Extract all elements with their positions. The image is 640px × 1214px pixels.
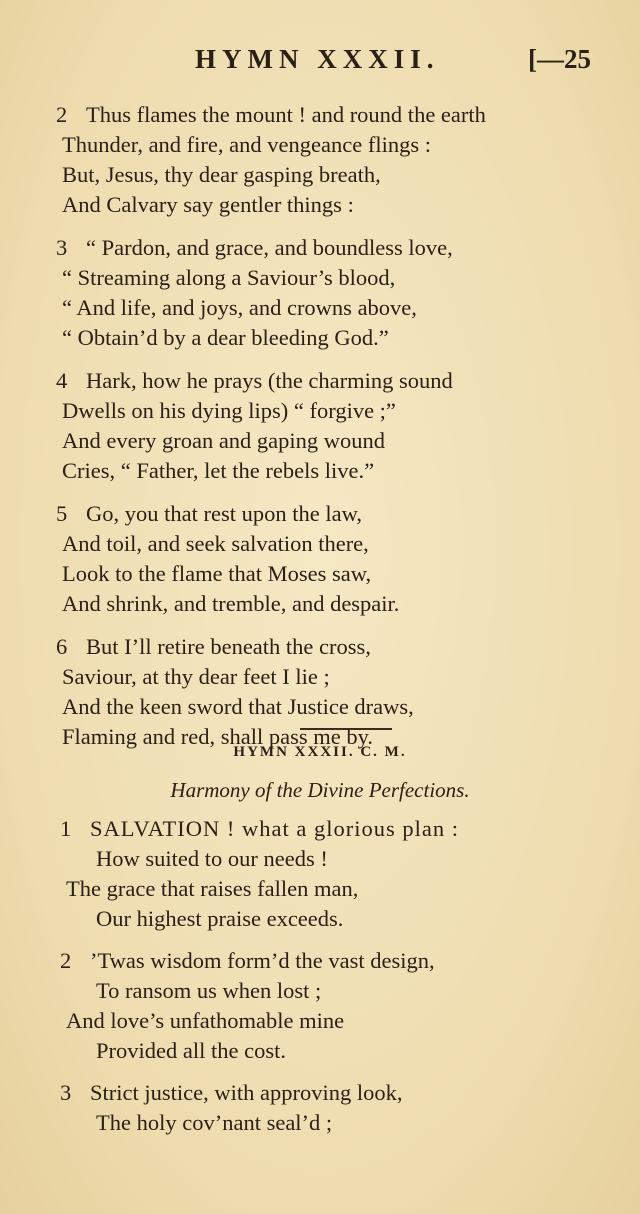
hymn-subtitle: Harmony of the Divine Perfections. xyxy=(170,778,470,802)
line-text: “ Pardon, and grace, and boundless love, xyxy=(86,235,453,260)
verse-line: Thunder, and fire, and vengeance flings : xyxy=(62,132,431,157)
line-text: But I’ll retire beneath the cross, xyxy=(86,634,371,659)
verse-line xyxy=(60,946,626,976)
hymn-heading: HYMN XXXII. C. M. xyxy=(233,744,407,760)
verse-line: And the keen sword that Justice draws, xyxy=(62,694,414,719)
stanza-number: 5 xyxy=(56,501,68,526)
stanza-number: 1 xyxy=(60,816,72,841)
verse-line xyxy=(56,366,622,396)
verse-line xyxy=(56,499,622,529)
verse-line: Flaming and red, shall pass me by. xyxy=(62,724,373,749)
verse-line: Dwells on his dying lips) “ forgive ;” xyxy=(62,398,396,423)
verse-line xyxy=(60,814,626,844)
verse-line: And toil, and seek salvation there, xyxy=(62,531,369,556)
line-text: Strict justice, with approving look, xyxy=(90,1080,403,1105)
stanza xyxy=(60,1078,626,1138)
verse-line: The holy cov’nant seal’d ; xyxy=(96,1110,333,1135)
stanza xyxy=(56,499,622,619)
running-title: HYMN XXXII. xyxy=(195,44,440,74)
stanza-number: 3 xyxy=(60,1080,72,1105)
stanza-number: 3 xyxy=(56,235,68,260)
stanza xyxy=(60,946,626,1066)
verse-line xyxy=(56,100,622,130)
page-header xyxy=(0,44,640,84)
verse-line xyxy=(56,233,622,263)
stanza-number: 4 xyxy=(56,368,68,393)
line-text: Go, you that rest upon the law, xyxy=(86,501,362,526)
verse-line: Our highest praise exceeds. xyxy=(96,906,344,931)
verse-line: But, Jesus, thy dear gasping breath, xyxy=(62,162,381,187)
verse-line: Cries, “ Father, let the rebels live.” xyxy=(62,458,375,483)
line-text: Hark, how he prays (the charming sound xyxy=(86,368,453,393)
verse-line: “ Streaming along a Saviour’s blood, xyxy=(62,265,396,290)
stanza xyxy=(56,100,622,220)
stanza-number: 6 xyxy=(56,634,68,659)
verse-line: And shrink, and tremble, and despair. xyxy=(62,591,400,616)
line-text: ’Twas wisdom form’d the vast design, xyxy=(90,948,435,973)
page-number: [—25 xyxy=(528,44,591,74)
verse-line: “ Obtain’d by a dear bleeding God.” xyxy=(62,325,389,350)
verse-line: To ransom us when lost ; xyxy=(96,978,322,1003)
verse-line: “ And life, and joys, and crowns above, xyxy=(62,295,417,320)
verse-line: And every groan and gaping wound xyxy=(62,428,386,453)
verse-line xyxy=(56,632,622,662)
verse-line: And Calvary say gentler things : xyxy=(62,192,354,217)
verse-line: How suited to our needs ! xyxy=(96,846,328,871)
stanza xyxy=(56,632,622,752)
line-text: SALVATION ! what a glorious plan : xyxy=(90,816,459,841)
verse-line: Look to the flame that Moses saw, xyxy=(62,561,372,586)
stanza-number: 2 xyxy=(56,102,68,127)
verse-line: Saviour, at thy dear feet I lie ; xyxy=(62,664,330,689)
stanza xyxy=(56,366,622,486)
hymn-verses xyxy=(56,100,622,765)
hymn-verses-cm xyxy=(60,814,626,1150)
line-text: Thus flames the mount ! and round the earth xyxy=(86,102,486,127)
verse-line xyxy=(60,1078,626,1108)
stanza xyxy=(60,814,626,934)
stanza xyxy=(56,233,622,353)
stanza-number: 2 xyxy=(60,948,72,973)
section-divider xyxy=(300,728,392,730)
verse-line: The grace that raises fallen man, xyxy=(66,876,359,901)
verse-line: Provided all the cost. xyxy=(96,1038,286,1063)
verse-line: And love’s unfathomable mine xyxy=(66,1008,345,1033)
